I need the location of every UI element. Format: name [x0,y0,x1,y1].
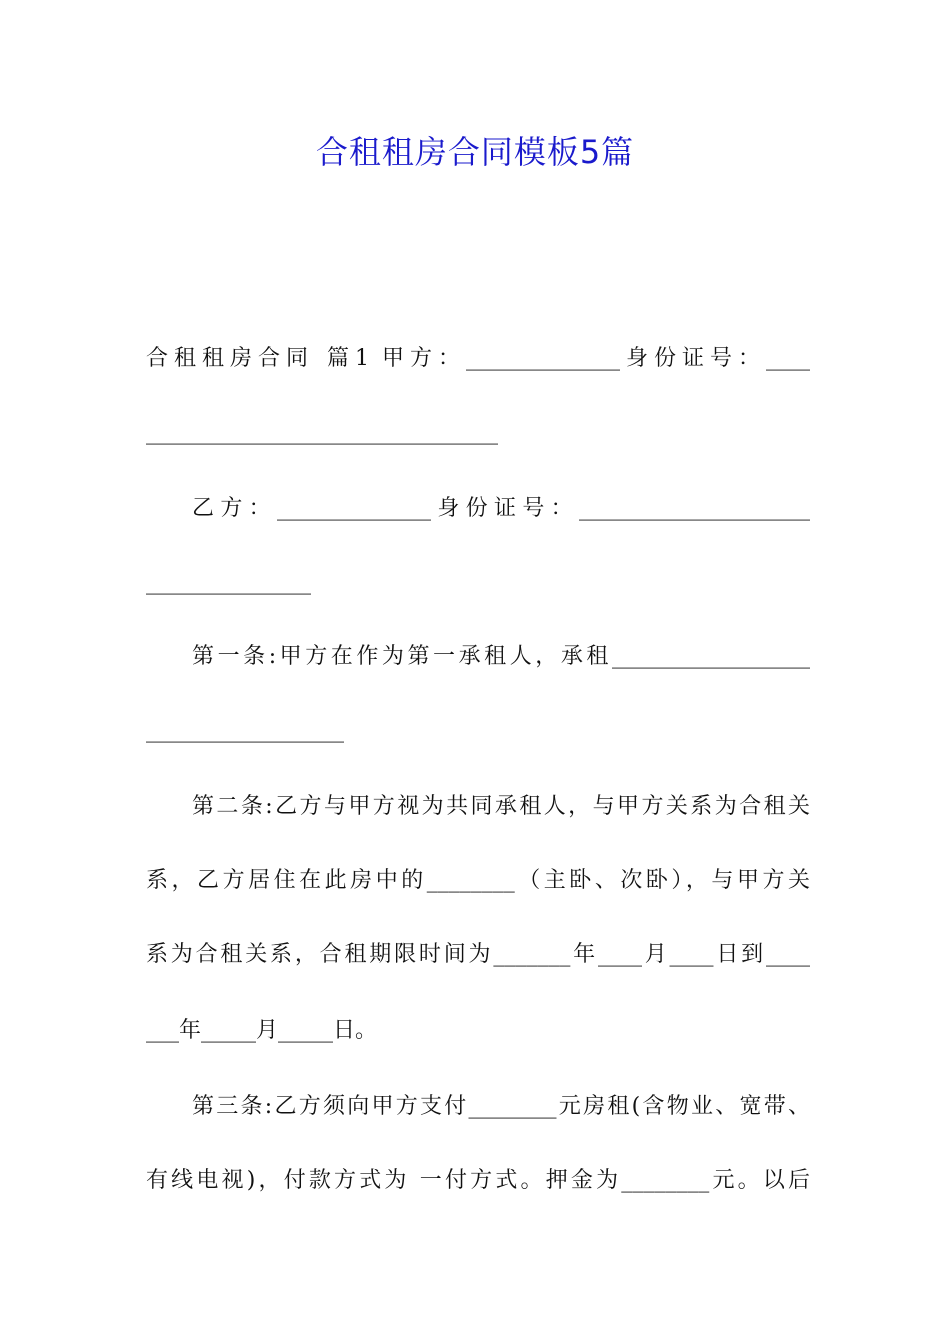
paragraph-line-11: 第三条:乙方须向甲方支付________元房租(含物业、宽带、 [192,1094,810,1119]
paragraph-line-1: 合租租房合同 篇1 甲方：______________身份证号：____ [146,346,810,371]
paragraph-line-6: __________________ [146,718,344,743]
document-title: 合租租房合同模板5篇 [315,133,635,171]
paragraph-line-7: 第二条:乙方与甲方视为共同承租人，与甲方关系为合租关 [192,794,810,819]
paragraph-line-3: 乙方：______________身份证号：_____________________ [192,496,810,521]
paragraph-line-5: 第一条:甲方在作为第一承租人，承租__________________ [192,644,810,669]
paragraph-line-10: ___年_____月_____日。 [146,1018,378,1043]
paragraph-line-2: ________________________________ [146,420,498,445]
paragraph-line-9: 系为合租关系，合租期限时间为_______年____月____日到____ [146,942,810,967]
paragraph-line-4: _______________ [146,570,311,595]
paragraph-line-8: 系，乙方居住在此房中的________（主卧、次卧），与甲方关 [146,868,810,893]
paragraph-line-12: 有线电视)，付款方式为 一付方式。押金为________元。以后 [146,1168,810,1193]
